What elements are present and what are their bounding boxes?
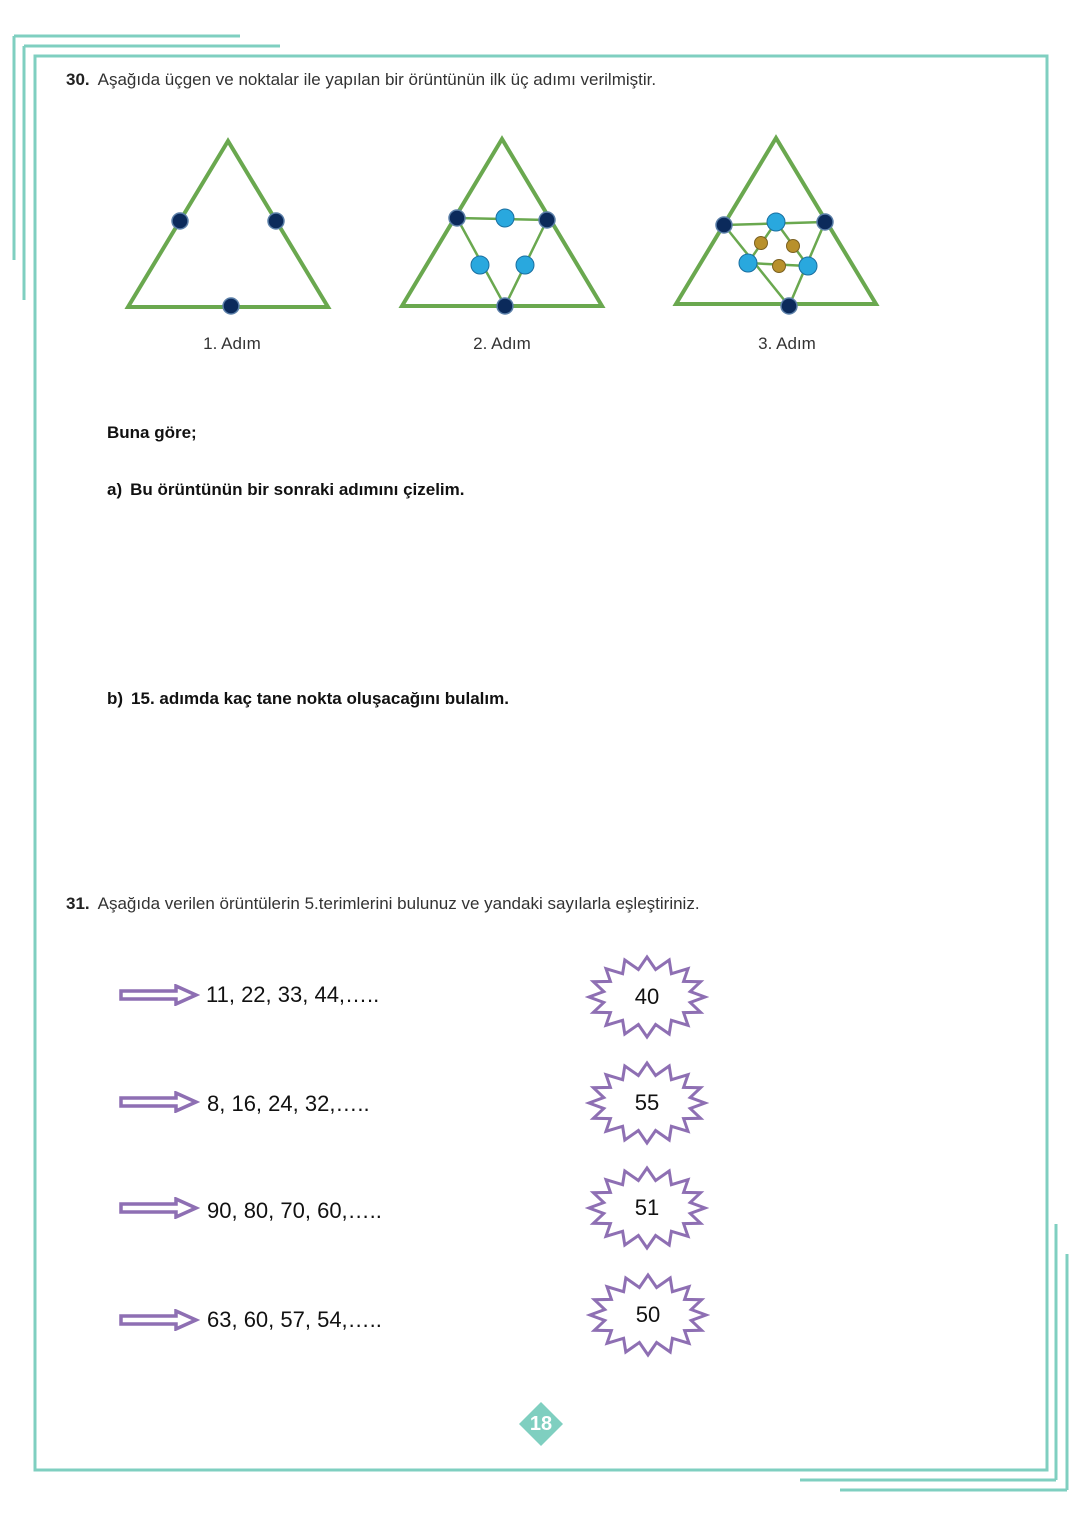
- sequence-4: 63, 60, 57, 54,…..: [207, 1307, 382, 1332]
- answer-value: 40: [634, 984, 660, 1009]
- arrow-icon: [118, 984, 200, 1006]
- outer-dot: [817, 214, 833, 230]
- outer-dot: [172, 213, 188, 229]
- sub-question-letter: b): [107, 689, 124, 708]
- sub-question-a: [107, 480, 465, 500]
- sub-question-b: [107, 689, 509, 709]
- answer-burst-1[interactable]: [585, 954, 709, 1040]
- inner-dot: [787, 240, 800, 253]
- outer-dot: [781, 298, 797, 314]
- pattern-figures: [0, 0, 1080, 330]
- question-number: 31.: [66, 894, 90, 913]
- middle-dot: [496, 209, 514, 227]
- middle-dot: [799, 257, 817, 275]
- step-1-triangle: [128, 141, 328, 307]
- inner-dot: [773, 260, 786, 273]
- sequence-2: 8, 16, 24, 32,…..: [207, 1091, 370, 1116]
- answer-value: 51: [634, 1195, 660, 1220]
- arrow-icon: [118, 1197, 200, 1219]
- outer-dot: [539, 212, 555, 228]
- sub-question-text: Bu örüntünün bir sonraki adımını çizelim.: [130, 480, 465, 499]
- middle-dot: [516, 256, 534, 274]
- intro-text: Buna göre;: [107, 423, 197, 442]
- outer-dot: [223, 298, 239, 314]
- sequence-3: 90, 80, 70, 60,…..: [207, 1198, 382, 1223]
- inner-dot: [755, 237, 768, 250]
- middle-dot: [471, 256, 489, 274]
- answer-value: 50: [635, 1302, 661, 1327]
- outer-dot: [449, 210, 465, 226]
- question-text: Aşağıda verilen örüntülerin 5.terimlerini bulunuz ve yandaki sayılarla eşleştiriniz.: [97, 894, 700, 913]
- answer-burst-2[interactable]: [585, 1060, 709, 1146]
- sub-question-letter: a): [107, 480, 123, 499]
- sub-question-text: 15. adımda kaç tane nokta oluşacağını bulalım.: [131, 689, 509, 708]
- outer-dot: [497, 298, 513, 314]
- answer-burst-3[interactable]: [585, 1165, 709, 1251]
- page-number: 18: [529, 1413, 553, 1435]
- step-1-figure: [128, 141, 328, 314]
- arrow-icon: [118, 1091, 200, 1113]
- step-3-label: 3. Adım: [758, 334, 816, 353]
- outer-dot: [716, 217, 732, 233]
- step-2-figure: [402, 139, 602, 314]
- answer-value: 55: [634, 1090, 660, 1115]
- question-number: 30.: [66, 70, 90, 89]
- middle-dot: [767, 213, 785, 231]
- answer-burst-4[interactable]: [586, 1272, 710, 1358]
- question-31-prompt: [66, 894, 700, 914]
- middle-dot: [739, 254, 757, 272]
- arrow-icon: [118, 1309, 200, 1331]
- step-3-figure: [676, 138, 876, 314]
- page-number-badge: [518, 1401, 564, 1447]
- outer-dot: [268, 213, 284, 229]
- sequence-1: 11, 22, 33, 44,…..: [206, 982, 380, 1007]
- question-text: Aşağıda üçgen ve noktalar ile yapılan bir örüntünün ilk üç adımı verilmiştir.: [97, 70, 657, 89]
- step-2-label: 2. Adım: [473, 334, 531, 353]
- step-1-label: 1. Adım: [203, 334, 261, 353]
